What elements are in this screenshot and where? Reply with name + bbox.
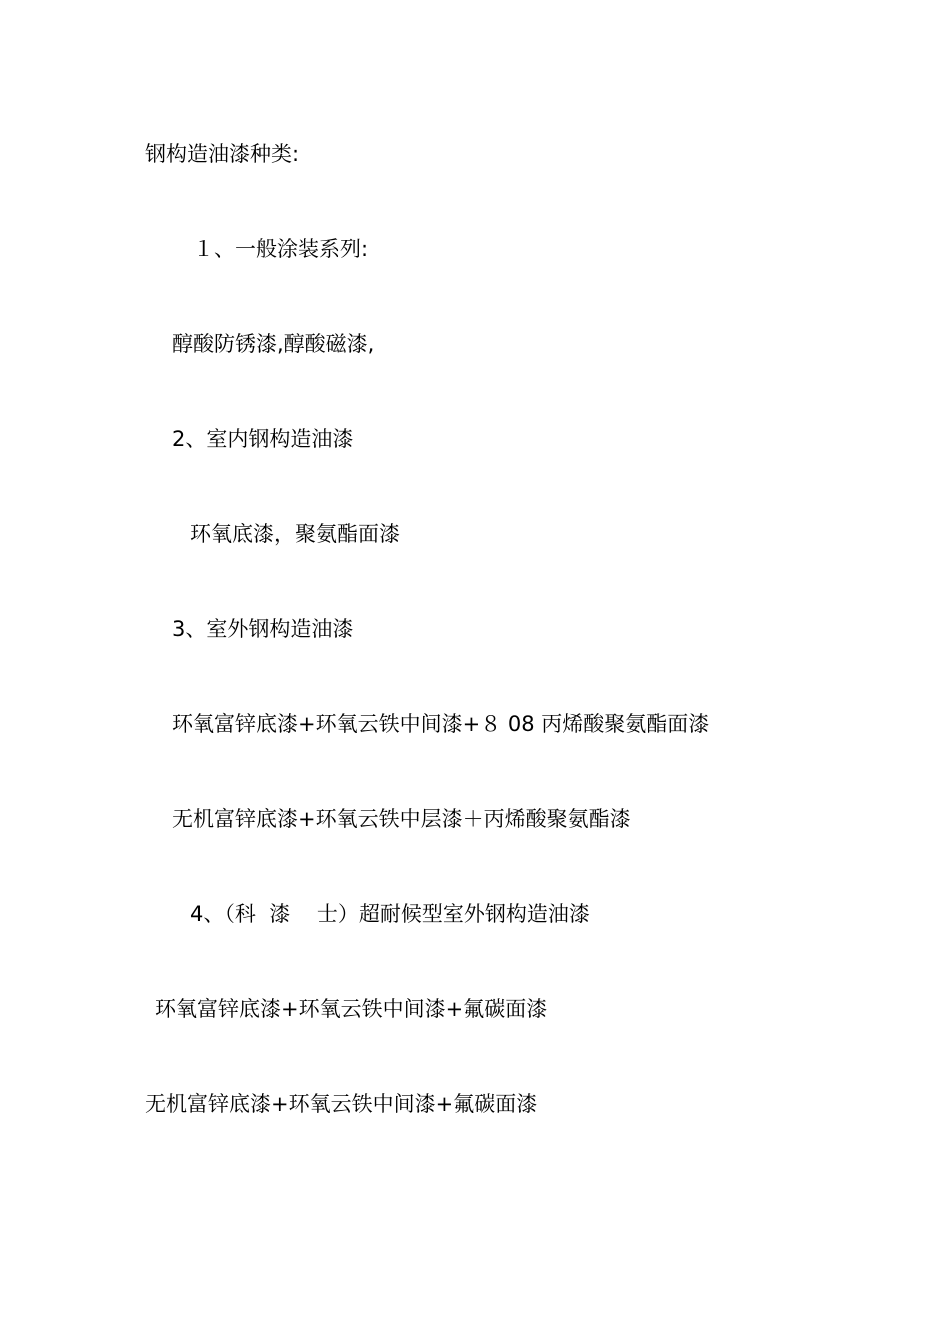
section-heading-indoor: 2、室内钢构造油漆 bbox=[172, 427, 354, 451]
text-line-outdoor-system-1: 环氧富锌底漆+环氧云铁中间漆+８ 08 丙烯酸聚氨酯面漆 bbox=[172, 712, 710, 736]
section-heading-general-coating: １、一般涂装系列: bbox=[193, 237, 369, 261]
section-heading-outdoor: 3、室外钢构造油漆 bbox=[172, 617, 354, 641]
section-heading-weather-resistant: 4、（科 漆 士）超耐候型室外钢构造油漆 bbox=[190, 902, 590, 926]
text-line-epoxy-polyurethane: 环氧底漆，聚氨酯面漆 bbox=[190, 522, 400, 546]
text-line-alkyd-paints: 醇酸防锈漆,醇酸磁漆, bbox=[172, 332, 375, 356]
text-line-outdoor-system-2: 无机富锌底漆+环氧云铁中层漆＋丙烯酸聚氨酯漆 bbox=[172, 807, 631, 831]
text-line-fluorocarbon-system-1: 环氧富锌底漆+环氧云铁中间漆+氟碳面漆 bbox=[155, 997, 548, 1021]
document-title: 钢构造油漆种类: bbox=[145, 142, 300, 166]
text-line-fluorocarbon-system-2: 无机富锌底漆+环氧云铁中间漆+氟碳面漆 bbox=[145, 1092, 538, 1116]
